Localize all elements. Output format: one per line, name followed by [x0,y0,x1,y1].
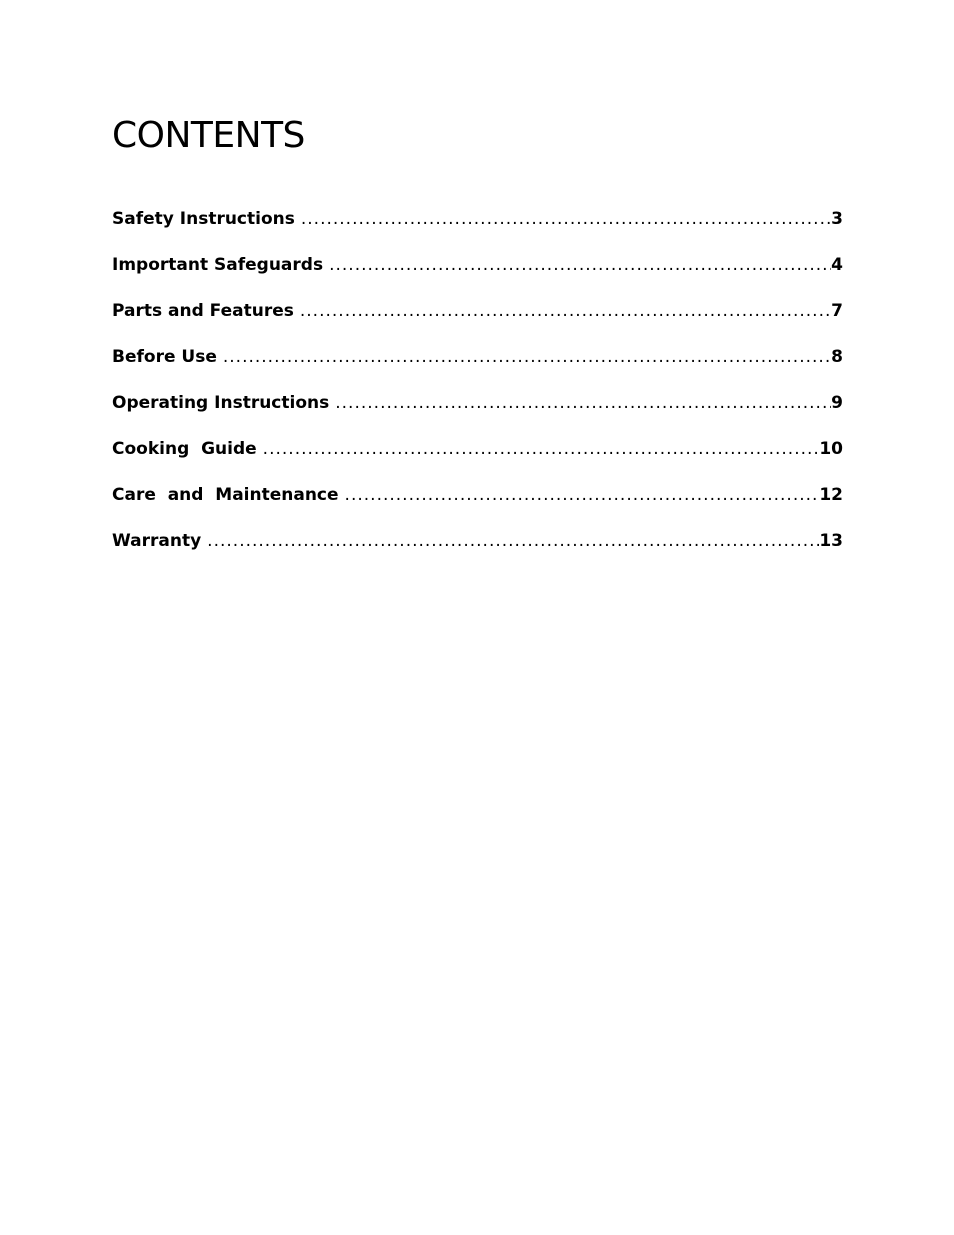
toc-entry-care-and-maintenance[interactable] [112,480,843,526]
toc-entry-before-use[interactable] [112,342,843,388]
toc-entry-title: Important Safeguards [112,255,324,275]
toc-entry-title: Before Use [112,347,217,367]
toc-page-number: 7 [831,301,843,321]
toc-entry-parts-and-features[interactable] [112,296,843,342]
toc-page-number: 3 [831,209,843,229]
toc-entry-title: Parts and Features [112,301,294,321]
table-of-contents [112,204,843,572]
toc-page-number: 12 [819,485,843,505]
toc-dot-leader [339,480,820,510]
page-title: CONTENTS [112,115,305,156]
toc-dot-leader [329,388,831,418]
toc-entry-cooking-guide[interactable] [112,434,843,480]
toc-dot-leader [323,250,831,280]
toc-page-number: 8 [831,347,843,367]
toc-entry-title: Cooking Guide [112,439,257,459]
toc-dot-leader [294,296,831,326]
toc-page-number: 4 [831,255,843,275]
toc-page-number: 9 [831,393,843,413]
toc-dot-leader [217,342,831,372]
toc-entry-operating-instructions[interactable] [112,388,843,434]
toc-entry-title: Operating Instructions [112,393,330,413]
toc-entry-important-safeguards[interactable] [112,250,843,296]
toc-dot-leader [295,204,831,234]
toc-page-number: 10 [819,439,843,459]
toc-entry-title: Safety Instructions [112,209,295,229]
toc-entry-title: Care and Maintenance [112,485,339,505]
toc-entry-safety-instructions[interactable] [112,204,843,250]
toc-entry-title: Warranty [112,531,202,551]
toc-page-number: 13 [819,531,843,551]
toc-entry-warranty[interactable] [112,526,843,572]
toc-dot-leader [201,526,819,556]
toc-dot-leader [257,434,820,464]
